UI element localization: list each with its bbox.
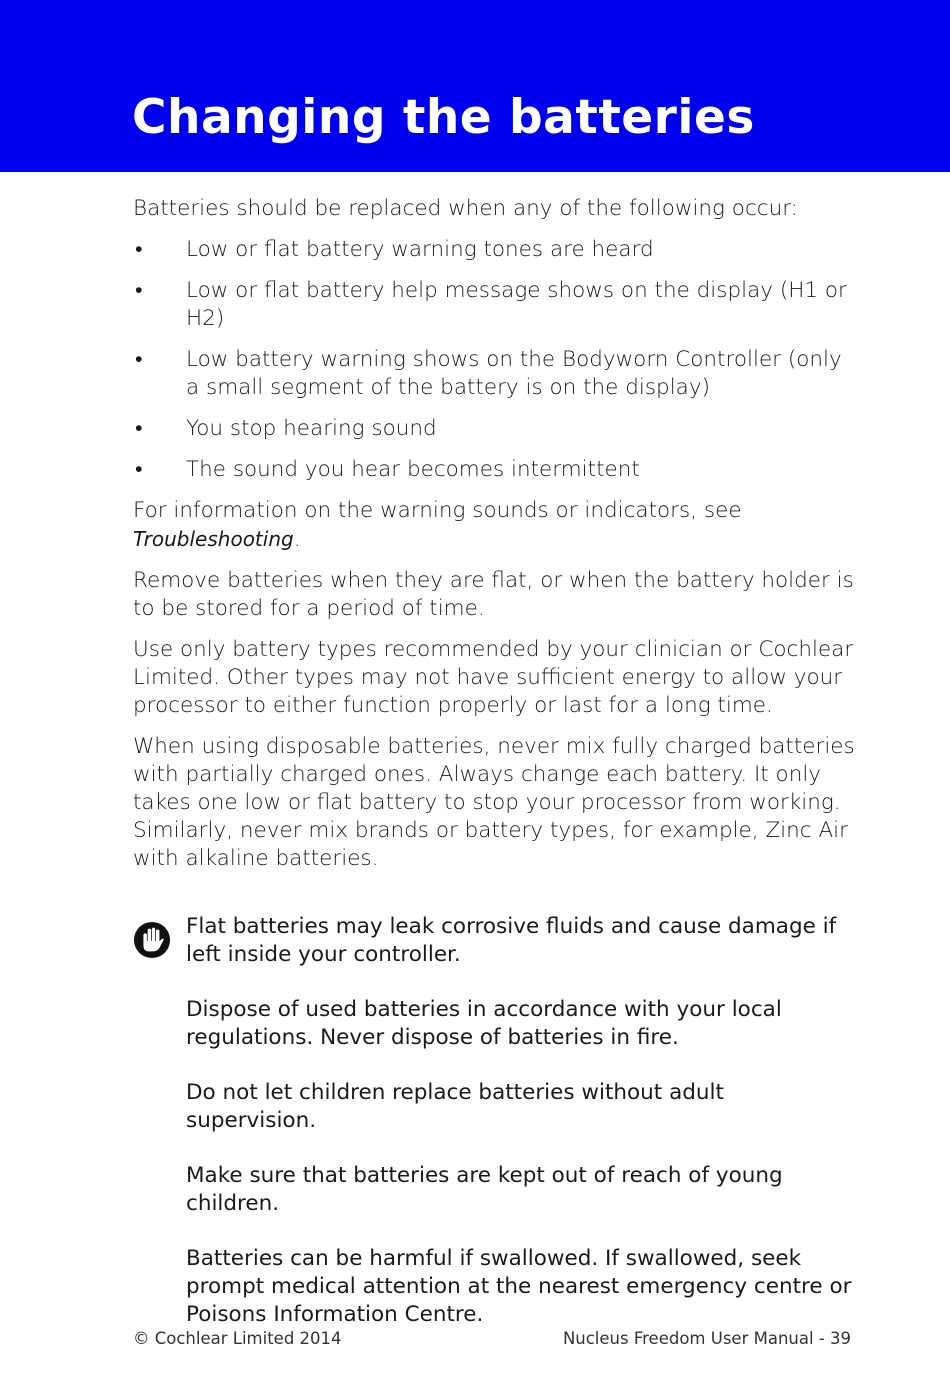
list-item: • Low battery warning shows on the Bodyworn Controller (only a small segment of the battery is on the display) bbox=[135, 347, 842, 400]
info-paragraph: For information on the warning sounds or indicators, see Troubleshooting. bbox=[133, 498, 742, 552]
bullet-list bbox=[133, 236, 858, 484]
page-number: Nucleus Freedom User Manual - 39 bbox=[562, 1329, 851, 1348]
warning-item: Do not let children replace batteries without adult supervision. bbox=[186, 1080, 724, 1133]
paragraph: Remove batteries when they are flat, or when the battery holder is to be stored for a period of time. bbox=[133, 568, 854, 621]
bullet-icon: • bbox=[135, 416, 143, 441]
warning-list bbox=[186, 913, 858, 1329]
list-item: • You stop hearing sound bbox=[135, 416, 437, 441]
page-footer bbox=[133, 1329, 851, 1348]
warning-item: Dispose of used batteries in accordance with your local regulations. Never dispose of batteries in fire. bbox=[186, 997, 782, 1050]
copyright-text: © Cochlear Limited 2014 bbox=[133, 1329, 342, 1348]
intro-text: Batteries should be replaced when any of the following occur: bbox=[133, 196, 798, 221]
bullet-icon: • bbox=[135, 347, 143, 372]
bullet-icon: • bbox=[135, 278, 143, 303]
list-item: • The sound you hear becomes intermittent bbox=[135, 457, 640, 482]
warning-item: Make sure that batteries are kept out of reach of young children. bbox=[186, 1163, 783, 1216]
warning-item: Batteries can be harmful if swallowed. If swallowed, seek prompt medical attention at the nearest emergency centre or Poisons Information Centre. bbox=[186, 1246, 852, 1327]
page-title: Changing the batteries bbox=[132, 90, 755, 145]
troubleshooting-reference: Troubleshooting bbox=[133, 527, 294, 551]
warning-section bbox=[133, 913, 858, 1356]
list-item: • Low or flat battery warning tones are heard bbox=[135, 237, 654, 262]
page-header bbox=[0, 0, 950, 172]
bullet-icon: • bbox=[135, 237, 143, 262]
bullet-icon: • bbox=[135, 457, 143, 482]
stop-hand-icon bbox=[133, 921, 171, 959]
warning-item: Flat batteries may leak corrosive fluids and cause damage if left inside your controller. bbox=[186, 914, 837, 967]
main-content bbox=[133, 195, 858, 886]
paragraph: Use only battery types recommended by your clinician or Cochlear Limited. Other types may not have sufficient energy to allow your processor to either function properly or last for a long time. bbox=[133, 637, 854, 718]
list-item: • Low or flat battery help message shows on the display (H1 or H2) bbox=[135, 278, 847, 331]
paragraph: When using disposable batteries, never mix fully charged batteries with partially charged ones. Always change each battery. It only takes one low or flat battery to stop your processor from working. Similarly, never mix brands or battery types, for example, Zinc Air with alkaline batteries. bbox=[133, 734, 855, 871]
